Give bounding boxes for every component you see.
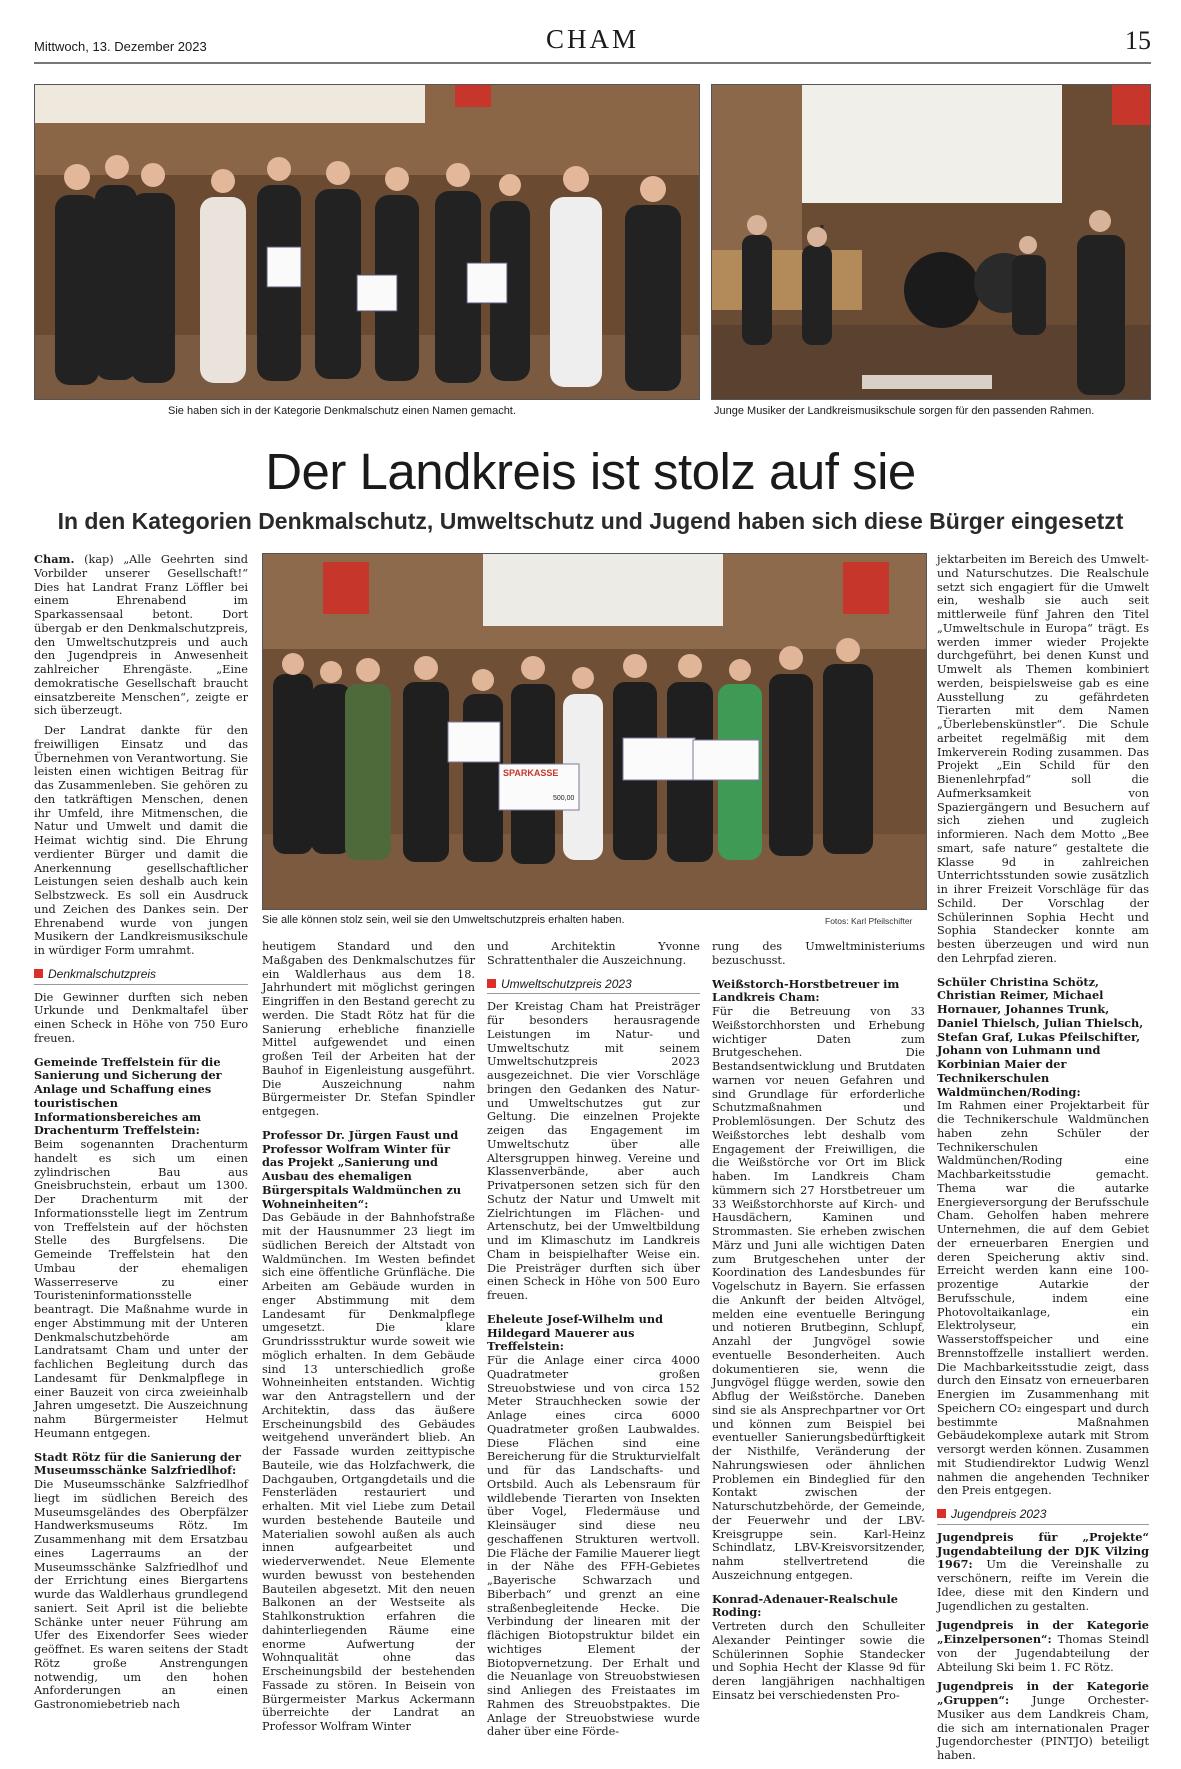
subheading: Professor Dr. Jürgen Faust und Professor Wolfram Winter für das Projekt „Sanierung und Ausbau des ehemaligen Bürgerspitals Waldmünchen zu Wohneinheiten“: xyxy=(262,1127,462,1211)
paragraph: Für die Anlage einer circa 4000 Quadratmeter großen Streuobstwiese und von circa 152 Meter Strauchhecken sowie der Anlage eines circa 6000 Quadratmeter großen Laubwaldes. Diese Flächen sind eine Bereicherung für die Strukturvielfalt und für das Landschafts- und Ortsbild. Auch als Lebensraum für wildlebende Tierarten von Insekten über Vogel, Fledermäuse und Kleinsäuger sind diese neu geschaffenen Strukturen wertvoll. Die Fläche der Familie Mauerer liegt in der Nähe des FFH-Gebietes „Bayerische Schwarzach und Biberbach“ und grenzt an eine straßenbegleitende Hecke. Die Verbindung der linearen mit der flächigen Biotopstruktur bildet ein wichtiges Element der Biotopvernetzung. Der Erhalt und die Neuanlage von Streuobstwiesen sind Anliegen des Freistaates im Rahmen des Streuobstpaktes. Die Anlage der Streuobstwiese wurde daher über eine Förde- xyxy=(487,1354,700,1739)
paragraph: Der Landrat dankte für den freiwilligen Einsatz und das Übernehmen von Verantwortung. Sie leisten einen wichtigen Beitrag für das Zusammenleben. Sie gehören zu den tatkräftigen Menschen, denen ihr Umfeld, ihre Mitmenschen, die Natur und Umwelt und damit die Heimat wichtig sind. Die Ehrung verdienter Bürger und damit die Anerkennung gesellschaftlicher Leistungen seien deshalb auch kein Selbstzweck. Es soll ein Ausdruck und Zeichen des Dankes sein. Der Ehrenabend wurde von jungen Musikern der Landkreismusikschule in würdiger Form umrahmt. xyxy=(34,724,248,957)
photo-denkmalschutz xyxy=(34,84,700,400)
award-entry xyxy=(937,1619,1149,1674)
article-column-5 xyxy=(937,553,1149,1769)
subheading: Stadt Rötz für die Sanierung der Museumsschänke Salzfriedlhof: xyxy=(34,1449,241,1478)
article-headline: Der Landkreis ist stolz auf sie xyxy=(265,443,916,500)
paragraph: heutigem Standard und den Maßgaben des Denkmalschutzes für ein Waldlerhaus aus dem 18. Jahrhundert mit möglichst geringen Eingriffen in den Bestand gerecht zu werden. Die Stadt Rötz hat für die Sanierung erhebliche finanzielle Mittel aufgewendet und einen großen Teil der Arbeiten hat der Bauhof in Eigenleistung ausgeführt. Die Auszeichnung nahm Bürgermeister Dr. Stefan Spindler entgegen. xyxy=(262,940,475,1118)
award-text: Thomas Steindl von der Jugendabteilung der Abteilung Ski beim 1. FC Rötz. xyxy=(937,1633,1149,1674)
paragraph: Für die Betreuung von 33 Weißstorchhorsten und Erhebung wichtiger Daten zum Brutgeschehen. Die Bestandsentwicklung und Brutdaten warnen vor neuen Gefahren und sind Grundlage für erforderliche Schutzmaßnahmen und Problemlösungen. Der Schutz des Weißstorches lebt deshalb vom Engagement der Freiwilligen, die die Weißstörche vor Ort im Blick haben. Im Landkreis Cham kümmern sich 27 Horstbetreuer um 33 Weißstorchhorste auf Kirch- und Hausdächern, Kaminen und Strommasten. Sie erheben zwischen März und Juni alle wichtigen Daten zum Brutgeschehen unter der Koordination des Landesbundes für Vogelschutz in Bayern. Sie erfassen die Ankunft der beiden Altvögel, melden eine eventuelle Beringung und notieren Brutbeginn, Schlupf, Anzahl der Jungvögel sowie eventuelle Besonderheiten. Auch dokumentieren sie, wenn die Jungvögel flügge werden, sowie den Abflug der Weißstörche. Daneben sind sie als Ansprechpartner vor Ort und können zum Beispiel bei eventueller Sanierungsbedürftigkeit der Nisthilfe, Veränderung der Nahrungswiesen oder ähnlichen Problemen ein Bindeglied für den Kontakt zwischen der Naturschutzbehörde, der Gemeinde, der Feuerwehr und der LBV-Kreisgruppe sein. Karl-Heinz Schindlatz, LBV-Kreisvorsitzender, nahm stellvertretend die Auszeichnung entgegen. xyxy=(712,1005,925,1582)
paragraph: Beim sogenannten Drachenturm handelt es sich um einen zylindrischen Bau aus Gneisbruchstein, erbaut um 1300. Der Drachenturm mit der Informationsstelle liegt im Zentrum von Treffelstein auf der höchsten Stelle des Burgfelsens. Die Gemeinde Treffelstein hat den Umbau der ehemaligen Wasserreserve zu einer Touristeninformationsstelle beantragt. Die Maßnahme wurde in enger Abstimmung mit der Unteren Denkmalschutzbehörde am Landratsamt Cham und unter der fachlichen Begleitung durch das Landesamt für Denkmalpflege in einer Bauzeit von circa zweieinhalb Jahren umgesetzt. Die Auszeichnung nahm Bürgermeister Helmut Heumann entgegen. xyxy=(34,1138,248,1440)
subheading: Schüler Christina Schötz, Christian Reimer, Michael Hornauer, Johannes Trunk, Daniel Thielsch, Julian Thielsch, Stefan Graf, Lukas Pfeilschifter, Johann von Luhmann und Korbinian Maier der Technikerschulen Waldmünchen/Roding: xyxy=(937,974,1144,1099)
award-text: Junge Orchester-Musiker aus dem Landkreis Cham, die sich am internationalen Prager Jugendorchester (PINTJO) beteiligt haben. xyxy=(937,1694,1149,1762)
section-marker-icon xyxy=(487,979,496,988)
dateline: Cham. xyxy=(34,552,75,566)
paragraph: rung des Umweltministeriums bezuschusst. xyxy=(712,940,925,967)
paragraph: und Architektin Yvonne Schrattenthaler die Auszeichnung. xyxy=(487,940,700,967)
subheading: Weißstorch-Horstbetreuer im Landkreis Cham: xyxy=(712,976,900,1005)
caption-musicians: Junge Musiker der Landkreismusikschule sorgen für den passenden Rahmen. xyxy=(714,405,1095,417)
photo-umweltschutz xyxy=(262,553,927,910)
paragraph: Der Kreistag Cham hat Preisträger für besonders herausragende Leistungen im Natur- und Umweltschutz mit seinem Umweltschutzpreis 2023 ausgezeichnet. Die vier Vorschläge bringen den Gedanken des Natur- und Umweltschutzes gut zur Geltung. Die einzelnen Projekte zeigen das Engagement im Umweltschutz über alle Altersgruppen hinweg. Vereine und Klassenverbände, aber auch Privatpersonen setzen sich für den Schutz der Natur und Umwelt mit Zielrichtungen im Flächen- und Artenschutz, bei der Umweltbildung und im Klimaschutz im Landkreis Cham in beispielhafter Weise ein. Die Preisträger durften sich über einen Scheck in Höhe von 500 Euro freuen. xyxy=(487,1000,700,1302)
intro-paragraph xyxy=(34,553,248,718)
check-amount: 500,00 xyxy=(553,795,575,802)
award-title: Jugendpreis für „Projekte“ Jugendabteilung der DJK Vilzing 1967: xyxy=(937,1529,1149,1572)
article-column-2 xyxy=(262,940,475,1740)
photo-credit: Fotos: Karl Pfeilschifter xyxy=(825,916,913,926)
section-marker-icon xyxy=(34,969,43,978)
section-label: Umweltschutzpreis 2023 xyxy=(501,976,632,991)
caption-denkmalschutz: Sie haben sich in der Kategorie Denkmalschutz einen Namen gemacht. xyxy=(168,405,516,417)
award-title: Jugendpreis in der Kategorie „Gruppen“: xyxy=(937,1679,1149,1707)
paragraph: jektarbeiten im Bereich des Umwelt- und Naturschutzes. Die Realschule setzt sich engagiert für die Umwelt ein, weshalb sie auch seit mittlerweile fünf Jahren den Titel „Umweltschule in Europa“ trägt. Es werden immer wieder Projekte durchgeführt, bei denen Kunst und Umwelt als Themen kombiniert werden, beispielsweise gab es eine Ausstellung zu gefährdeten Tierarten mit dem Namen „Überlebenskünstler“. Die Schule arbeitet regelmäßig mit dem Imkerverein Roding zusammen. Das Projekt „Ein Schild für den Bienenlehrpfad“ soll die Aufmerksamkeit von Spaziergängern und Besuchern auf sich ziehen und zugleich informieren. Nach dem Motto „Bee smart, safe nature“ gestaltete die Klasse 9d in zahlreichen Unterrichtsstunden sowie zusätzlich in ihrer Freizeit Vorschläge für das Schild. Der Vorschlag der Schülerinnen Sophia Hecht und Sophia Standecker konnte am besten überzeugen und wird nun den Lehrpfad zieren. xyxy=(937,553,1149,965)
caption-umweltschutz: Sie alle können stolz sein, weil sie den Umweltschutzpreis erhalten haben. xyxy=(262,914,625,926)
issue-date: Mittwoch, 13. Dezember 2023 xyxy=(34,39,207,54)
intro-text: (kap) „Alle Geehrten sind Vorbilder unserer Gesellschaft!“ Dies hat Landrat Franz Löffler bei einem Ehrenabend im Sparkassensaal betont. Dort übergab er den Denkmalschutzpreis, den Umweltschutzpreis und auch den Jugendpreis in Anwesenheit zahlreicher Ehrengäste. „Eine demokratische Gesellschaft braucht einsatzbereite Menschen“, zeigte er sich überzeugt. xyxy=(34,553,249,718)
article-subheadline: In den Kategorien Denkmalschutz, Umweltschutz und Jugend haben sich diese Bürger eingesetzt xyxy=(57,508,1124,534)
paragraph: Die Museumsschänke Salzfriedlhof liegt im südlichen Bereich des Museumsgeländes des Oberpfälzer Handwerksmuseums Rötz. Im Zusammenhang mit dem Ersatzbau eines Lagerraums an der Museumsschänke Salzfriedlhof und der Errichtung eines Biergartens wurde das Waldlerhaus grundlegend saniert. Seit April ist die beliebte Schänke unter neuer Führung am Ufer des Eixendorfer Sees wieder geöffnet. Es waren seitens der Stadt Rötz große Anstrengungen notwendig, um den hohen Anforderungen an einen Gastronomiebetrieb nach xyxy=(34,1478,248,1711)
award-title: Jugendpreis in der Kategorie „Einzelpersonen“: xyxy=(937,1618,1149,1646)
section-heading-jugendpreis xyxy=(937,1508,1149,1525)
section-label: Denkmalschutzpreis xyxy=(48,966,157,981)
award-entry xyxy=(937,1531,1149,1614)
article-column-1 xyxy=(34,553,248,1718)
paragraph: Das Gebäude in der Bahnhofstraße mit der Hausnummer 23 liegt im südlichen Bereich der Altstadt von Waldmünchen. Im Westen befindet sich eine öffentliche Grünfläche. Die Arbeiten am Gebäude wurden in enger Abstimmung mit dem Landesamt für Denkmalpflege umgesetzt. Die klare Grundrissstruktur wurde soweit wie möglich erhalten. In dem Gebäude sind 13 unterschiedlich große Wohneinheiten entstanden. Wichtig war den Antragstellern und der Architektin, dass das äußere Erscheinungsbild des Gebäudes weitgehend unverändert blieb. An der Fassade wurden zeittypische Bauteile, wie das Holzfachwerk, die Dachgauben, Ortgangdetails und die Fensterläden restauriert und erhalten. Mit viel Liebe zum Detail wurden bestehende Bauteile und Materialien sowohl außen als auch innen aufgearbeitet und wiederverwendet. Neue Elemente wurden bewusst von bestehenden Bauteilen abgesetzt. Mit den neuen Balkonen an der Westseite als Stahlkonstruktion erfahren die dahinterliegenden Räume eine enorme Aufwertung der Wohnqualität ohne das Erscheinungsbild der bestehenden Fassade zu stören. In Beisein von Bürgermeister Markus Ackermann überreichte der Landrat an Professor Wolfram Winter xyxy=(262,1211,475,1733)
article-column-4 xyxy=(712,940,925,1709)
subheading: Konrad-Adenauer-Realschule Roding: xyxy=(712,1591,898,1620)
photo-musicians xyxy=(711,84,1151,400)
section-heading-umweltschutz xyxy=(487,978,700,995)
page-number: 15 xyxy=(1125,26,1151,55)
paragraph: Die Gewinner durften sich neben Urkunde und Denkmaltafel über einen Scheck in Höhe von 750 Euro freuen. xyxy=(34,990,248,1045)
check-label: SPARKASSE xyxy=(503,768,559,778)
section-marker-icon xyxy=(937,1509,946,1518)
award-text: Um die Vereinshalle zu verschönern, reifte im Verein die Idee, diese mit den Kindern und Jugendlichen zu gestalten. xyxy=(937,1558,1150,1613)
article-column-3 xyxy=(487,940,700,1745)
section-label: Jugendpreis 2023 xyxy=(951,1507,1047,1521)
subheading: Eheleute Josef-Wilhelm und Hildegard Mauerer aus Treffelstein: xyxy=(487,1311,663,1354)
section-location: CHAM xyxy=(545,24,639,54)
page-header xyxy=(34,22,1151,64)
paragraph: Vertreten durch den Schulleiter Alexander Peintinger sowie die Schülerinnen Sophie Standecker und Sophia Hecht der Klasse 9d für deren langjährigen nachhaltigen Einsatz bei verschiedensten Pro- xyxy=(712,1620,925,1702)
award-entry xyxy=(937,1680,1149,1763)
paragraph: Im Rahmen einer Projektarbeit für die Technikerschule Waldmünchen haben zehn Schüler der Technikerschulen Waldmünchen/Roding eine Machbarkeitsstudie gemacht. Thema war die autarke Energieversorgung der Berufsschule Cham. Geholfen haben mehrere Unternehmen, die auf dem Gebiet der erneuerbaren Energien und deren Speicherung aktiv sind. Erreicht werden kann eine 100-prozentige Autarkie der Berufsschule, indem eine Photovoltaikanlage, ein Elektrolyseur, ein Wasserstoffspeicher und eine Brennstoffzelle installiert werden. Die Machbarkeitsstudie zeigt, dass durch den Einsatz von erneuerbaren Energien im Zusammenhang mit Speichern CO₂ eingespart und durch bestimmte Maßnahmen Gebäudekomplexe autark mit Strom versorgt werden können. Zusammen mit Studiendirektor Ludwig Wenzl nahmen die angehenden Techniker den Preis entgegen. xyxy=(937,1099,1149,1498)
section-heading-denkmalschutz xyxy=(34,968,248,985)
subheading: Gemeinde Treffelstein für die Sanierung und Sicherung der Anlage und Schaffung eines touristischen Informationsbereiches am Drachenturm Treffelstein: xyxy=(34,1054,222,1138)
